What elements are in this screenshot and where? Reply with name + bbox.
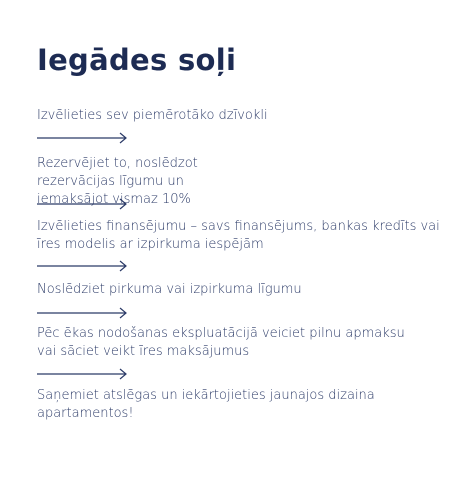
page-title: Iegādes soļi: [37, 43, 237, 77]
right-arrow-icon: [37, 260, 129, 272]
right-arrow-icon: [37, 132, 129, 144]
step-2-text: Rezervējiet to, noslēdzot rezervācijas līgumu un iemaksājot vismaz 10%: [37, 156, 198, 207]
step-6-text: Saņemiet atslēgas un iekārtojieties jaunajos dizaina apartamentos!: [37, 388, 375, 421]
right-arrow-icon: [37, 307, 129, 319]
step-3-text: Izvēlieties finansējumu – savs finansējums, bankas kredīts vai īres modelis ar izpirkuma iespējām: [37, 219, 440, 252]
step-1-text: Izvēlieties sev piemērotāko dzīvokli: [37, 108, 268, 123]
step-5-text: Pēc ēkas nodošanas ekspluatācijā veiciet pilnu apmaksu vai sāciet veikt īres maksājumus: [37, 326, 405, 359]
step-4-text: Noslēdziet pirkuma vai izpirkuma līgumu: [37, 282, 302, 297]
right-arrow-icon: [37, 368, 129, 380]
right-arrow-icon: [37, 198, 129, 210]
